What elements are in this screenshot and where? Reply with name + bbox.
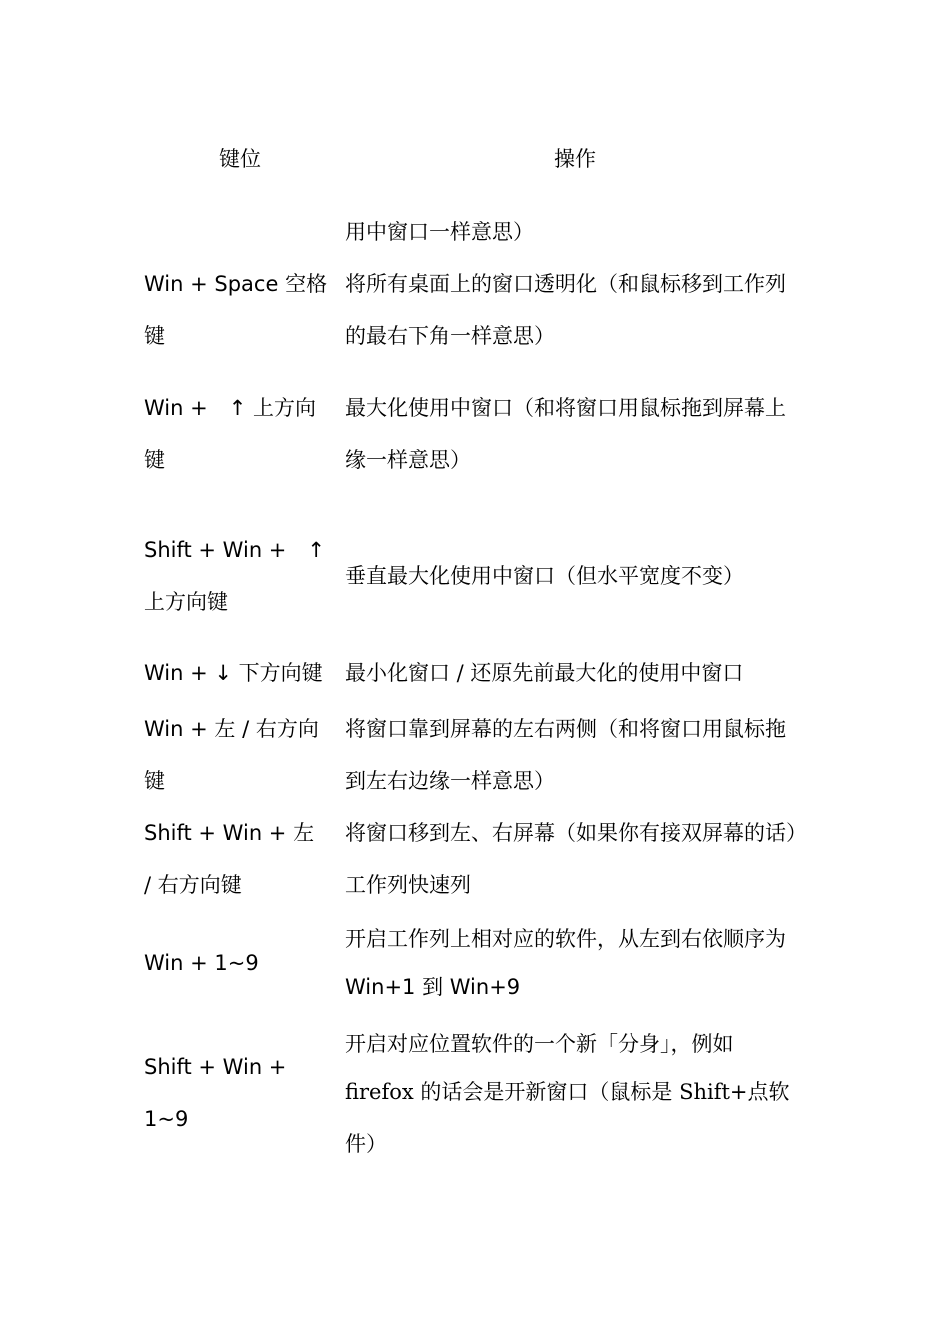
key-line: Win + Space 空格 <box>144 272 328 296</box>
operation-line: 的最右下角一样意思） <box>345 324 555 348</box>
operation-cell <box>345 647 815 699</box>
operation-line: 将窗口靠到屏幕的左右两侧（和将窗口用鼠标拖 <box>345 717 786 741</box>
key-line: Win + 1~9 <box>144 951 259 975</box>
operation-line: 开启对应位置软件的一个新「分身」，例如 <box>345 1032 734 1056</box>
key-line: 1~9 <box>144 1107 189 1131</box>
key-line: 键 <box>144 448 165 472</box>
key-line: 上方向键 <box>144 590 228 614</box>
operation-line: 垂直最大化使用中窗口（但水平宽度不变） <box>345 564 744 588</box>
operation-line: 缘一样意思） <box>345 448 471 472</box>
key-cell <box>144 807 340 911</box>
key-cell <box>144 937 340 989</box>
key-line: Win + 左 / 右方向 <box>144 717 319 741</box>
operation-cell <box>345 550 815 602</box>
key-line: 键 <box>144 769 165 793</box>
operation-line: 件） <box>345 1132 387 1156</box>
key-line: 键 <box>144 324 165 348</box>
operation-line: 工作列快速列 <box>345 873 471 897</box>
operation-line: 到左右边缘一样意思） <box>345 769 555 793</box>
operation-line: Win+1 到 Win+9 <box>345 975 521 999</box>
key-cell <box>144 382 340 486</box>
key-line: Win + ↓ 下方向键 <box>144 661 323 685</box>
operation-cell <box>345 807 815 911</box>
operation-cell <box>345 913 815 1013</box>
operation-cell <box>345 206 815 258</box>
operation-cell <box>345 703 815 807</box>
operation-line: firefox 的话会是开新窗口（鼠标是 Shift+点软 <box>345 1080 790 1104</box>
key-cell <box>144 647 340 699</box>
operation-line: 最小化窗口 / 还原先前最大化的使用中窗口 <box>345 661 744 685</box>
key-cell <box>144 524 340 628</box>
operation-line: 用中窗口一样意思） <box>345 220 534 244</box>
key-cell <box>144 258 340 362</box>
key-cell <box>144 703 340 807</box>
operation-cell <box>345 382 815 486</box>
operation-cell <box>345 258 815 362</box>
key-line: Win + ↑ 上方向 <box>144 396 316 420</box>
operation-line: 最大化使用中窗口（和将窗口用鼠标拖到屏幕上 <box>345 396 786 420</box>
key-line: Shift + Win + 左 <box>144 821 315 845</box>
key-line: / 右方向键 <box>144 873 242 897</box>
column-header-key: 键位 <box>219 147 261 171</box>
key-line: Shift + Win + ↑ <box>144 538 325 562</box>
operation-cell <box>345 1018 815 1170</box>
operation-line: 将所有桌面上的窗口透明化（和鼠标移到工作列 <box>345 272 786 296</box>
operation-line: 将窗口移到左、右屏幕（如果你有接双屏幕的话） <box>345 821 807 845</box>
key-line: Shift + Win + <box>144 1055 287 1079</box>
key-cell <box>144 1041 340 1145</box>
column-header-operation: 操作 <box>554 147 596 171</box>
operation-line: 开启工作列上相对应的软件，从左到右依顺序为 <box>345 927 786 951</box>
